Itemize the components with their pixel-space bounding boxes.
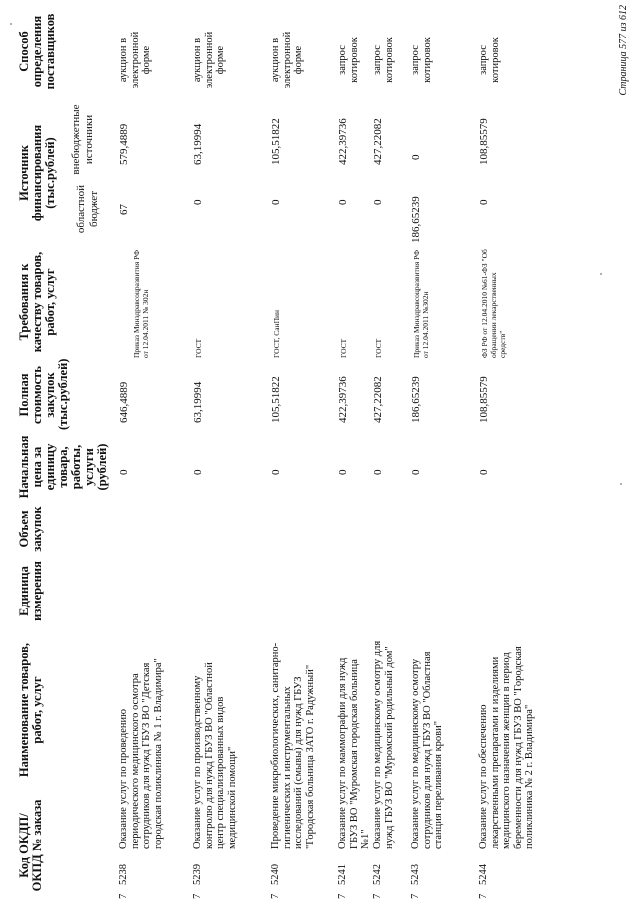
row-name: Оказание услуг по производственному контролю для нужд ГБУЗ ВО "Областной центр специализированных видов медицинской помощи"	[192, 662, 238, 849]
row-requirements: ФЗ РФ от 12.04.2010 №61-ФЗ "Об обращении лекарственных средств"	[480, 249, 507, 358]
row-requirements: Приказ Минздравсоцразвития РФ от 12.04.2011 № 302н	[132, 249, 150, 358]
row-other: 427,22082	[372, 118, 384, 165]
row-method: запрос котировок	[372, 37, 395, 83]
header-method: Способ определения поставщиков	[17, 13, 57, 90]
row-number: 5242	[372, 864, 383, 885]
row-method: аукцион в электронной форме	[192, 31, 226, 89]
header-funding-other: внебюджетные источники	[70, 104, 95, 175]
row-method: аукцион в электронной форме	[270, 31, 304, 89]
row-number: 5240	[270, 864, 281, 885]
header-unit: Единица измерения	[17, 561, 44, 621]
row-code: 7	[372, 893, 383, 899]
row-other: 0	[410, 154, 422, 160]
row-other: 579,4889	[118, 123, 130, 165]
page-number: Страница 577 из 612	[618, 5, 629, 96]
row-other: 108,85579	[478, 118, 490, 165]
row-total: 186,65239	[410, 376, 422, 423]
row-price: 0	[410, 469, 422, 475]
row-name: Оказание услуг по обеспечению лекарственными препаратами и изделиями медицинского назначения женщин в период беременности для нужд ГБУЗ ВО "Городская поликлиника № 2 г. Владимира"	[478, 646, 535, 849]
header-total: Полная стоимость закупок (тыс.рублей)	[17, 358, 70, 430]
row-total: 105,51822	[270, 376, 282, 423]
row-name: Оказание услуг по проведению периодического медицинского осмотра сотрудников для нужд ГБУЗ ВО "Детская городская поликлиника № 1 г. Владимира"	[118, 658, 164, 849]
row-code: 7	[270, 893, 281, 899]
row-number: 5239	[192, 864, 203, 885]
row-price: 0	[478, 469, 490, 475]
row-name: Оказание услуг по медицинскому осмотру для нужд ГБУЗ ВО "Муромский родильный дом"	[372, 640, 395, 849]
row-method: запрос котировок	[337, 37, 360, 83]
row-method: запрос котировок	[478, 37, 501, 83]
row-other: 422,39736	[337, 118, 349, 165]
row-number: 5244	[478, 864, 489, 885]
header-funding: Источник финансирования (тыс.рублей)	[17, 124, 57, 222]
row-code: 7	[192, 893, 203, 899]
row-price: 0	[372, 469, 384, 475]
scan-speck	[10, 23, 12, 25]
row-method: аукцион в электронной форме	[118, 31, 152, 89]
row-name: Оказание услуг по медицинскому осмотру сотрудников для нужд ГБУЗ ВО "Областная станция переливания крови"	[410, 651, 444, 849]
row-total: 422,39736	[337, 376, 349, 423]
row-code: 7	[118, 893, 129, 899]
row-regional: 67	[118, 204, 130, 215]
row-method: запрос котировок	[410, 37, 433, 83]
row-number: 5243	[410, 864, 421, 885]
header-funding-regional: областной бюджет	[75, 184, 100, 234]
row-total: 108,85579	[478, 376, 490, 423]
row-regional: 0	[270, 199, 282, 205]
row-requirements: Приказ Минздравсоцразвития РФ от 12.04.2011 №302н	[412, 249, 430, 358]
row-regional: 0	[478, 199, 490, 205]
header-volume: Объем закупок	[17, 506, 44, 552]
row-total: 63,19994	[192, 381, 204, 423]
row-total: 646,4889	[118, 381, 130, 423]
scan-speck	[600, 273, 602, 275]
row-other: 63,19994	[192, 123, 204, 165]
row-requirements: ГОСТ	[194, 338, 203, 358]
row-regional: 0	[192, 199, 204, 205]
row-price: 0	[118, 469, 130, 475]
row-number: 5238	[118, 864, 129, 885]
row-regional: 0	[337, 199, 349, 205]
row-number: 5241	[337, 864, 348, 885]
row-name: Оказание услуг по маммографии для нужд ГБУЗ ВО "Муромская городская больница №1"	[337, 657, 371, 849]
row-regional: 186,65239	[410, 196, 422, 243]
row-price: 0	[337, 469, 349, 475]
header-code: Код ОКДП/ ОКПД № заказа	[17, 799, 44, 892]
row-price: 0	[270, 469, 282, 475]
row-other: 105,51822	[270, 118, 282, 165]
row-code: 7	[337, 893, 348, 899]
header-requirements: Требования к качеству товаров, работ, услуг	[17, 251, 57, 353]
scan-speck	[620, 483, 622, 485]
row-code: 7	[478, 893, 489, 899]
header-name: Наименование товаров, работ, услуг	[17, 642, 44, 778]
row-requirements: ГОСТ	[374, 338, 383, 358]
row-requirements: ГОСТ, СанПин	[272, 309, 281, 358]
row-requirements: ГОСТ	[339, 338, 348, 358]
row-regional: 0	[372, 199, 384, 205]
row-name: Проведение микробиологических, санитарно-гигиенических и инструментальных исследований (смывы) для нужд ГБУЗ "Городская больница ЗАТО г. Радужный"	[270, 642, 316, 849]
row-price: 0	[192, 469, 204, 475]
header-price: Начальная цена за единицу товара, работы, услуги (рублей)	[17, 435, 109, 499]
row-code: 7	[410, 893, 421, 899]
row-total: 427,22082	[372, 376, 384, 423]
